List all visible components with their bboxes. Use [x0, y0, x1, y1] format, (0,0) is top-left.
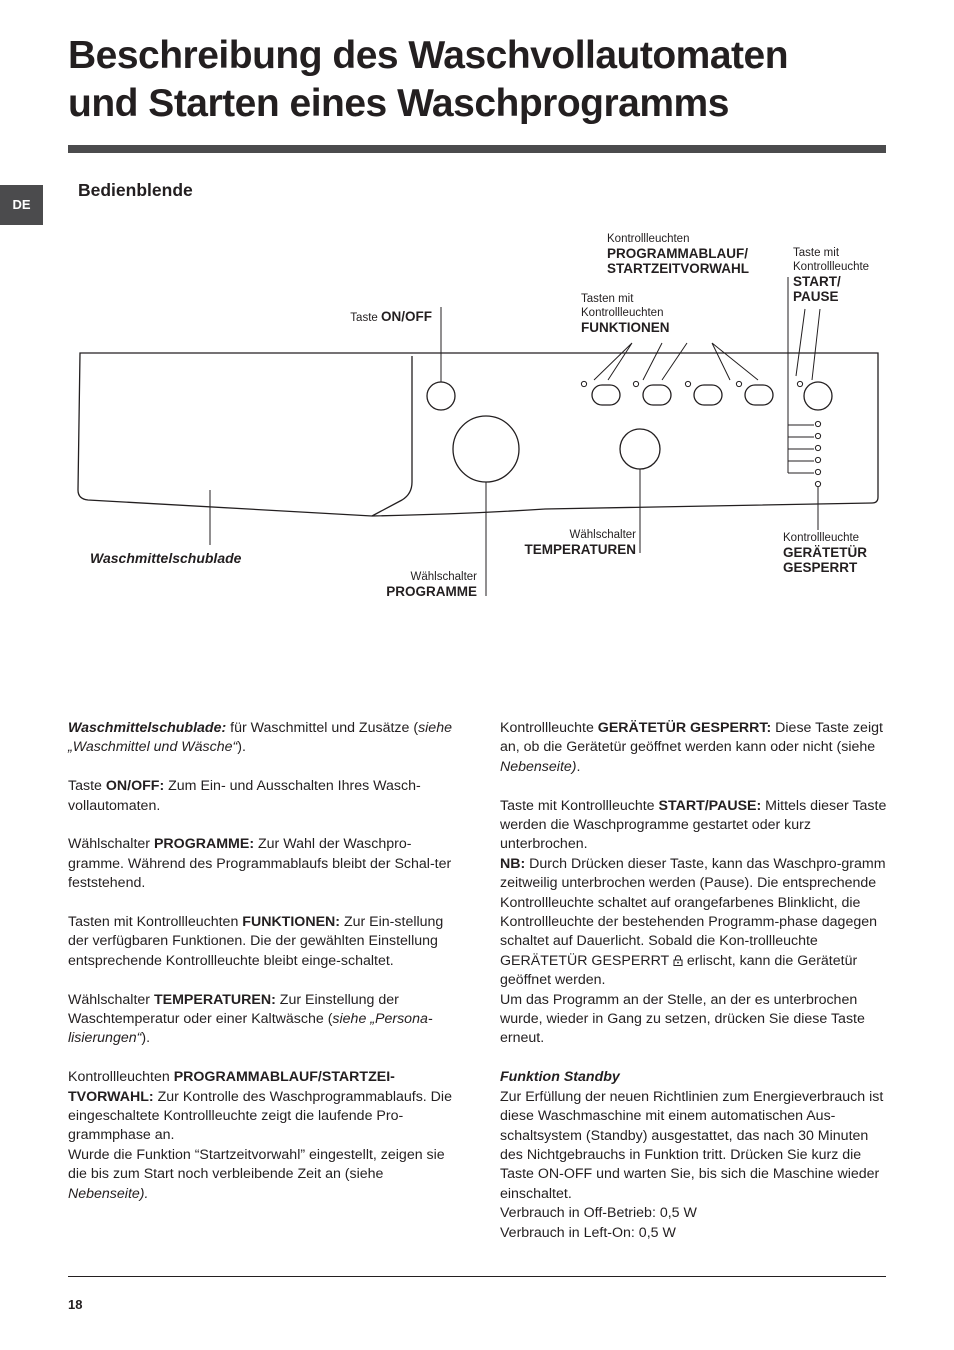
text-resume: Um das Programm an der Stelle, an der es unterbrochen wurde, wieder in Gang zu setzen, drücken Sie diese Taste erneut. — [500, 991, 865, 1047]
prefix-programme: Wählschalter — [68, 836, 154, 853]
title-line-2: und Starten eines Waschprogramms — [68, 82, 729, 125]
prefix-temperaturen: Wählschalter — [68, 991, 154, 1008]
para-programmablauf — [68, 1068, 454, 1146]
progress-led-5 — [815, 469, 820, 474]
label-door-name-1: GERÄTETÜR — [783, 545, 867, 560]
label-onoff-name: ON/OFF — [381, 309, 432, 324]
label-start-name-2: PAUSE — [793, 289, 839, 304]
label-func-caption-2: Kontrollleuchten — [581, 307, 664, 319]
para-nb — [500, 855, 888, 991]
onoff-button — [427, 382, 455, 410]
text-start: Mittels dieser Taste werden die Waschprogramme gestartet oder kurz unterbrochen. — [500, 797, 887, 853]
label-programmablauf-name-2: STARTZEITVORWAHL — [607, 261, 749, 276]
right-column — [500, 719, 888, 1243]
label-programme — [340, 570, 477, 599]
ref-door: Nebenseite) — [500, 758, 577, 775]
leader-start — [796, 309, 820, 380]
text-drawer: für Waschmittel und Zusätze ( — [226, 720, 419, 736]
label-start-pause — [793, 246, 869, 304]
para-start-pause — [500, 797, 888, 855]
function-led-2 — [633, 381, 638, 386]
text-startzeitvorwahl: Wurde die Funktion “Startzeitvorwahl” eingestellt, zeigen sie die bis zum Start noch verbleibende Zeit an (siehe — [68, 1146, 445, 1183]
text-standby: Zur Erfüllung der neuen Richtlinien zum Energieverbrauch ist diese Waschmaschine mit einem automatischen Aus-schaltsystem (Standby) ausgestattet, das nach 30 Minuten des Nichtgebrauchs in Funktion tritt. Drücken Sie kurz die Taste ON-OFF und warten Sie, bis sich die Maschine wieder einschaltet. — [500, 1088, 884, 1202]
term-drawer: Waschmittelschublade: — [68, 720, 227, 736]
para-drawer — [68, 719, 454, 758]
text-programmablauf: Zur Kontrolle des Waschprogrammablaufs. Die eingeschaltete Kontrollleuchte zeigt die laufende Pro-grammphase an. — [68, 1088, 452, 1144]
function-button-3 — [694, 385, 722, 405]
page-number: 18 — [68, 1297, 83, 1312]
start-pause-led — [797, 381, 802, 386]
term-nb: NB: — [500, 855, 526, 872]
lock-icon — [673, 955, 683, 966]
text-consumption-off: Verbrauch in Off-Betrieb: 0,5 W — [500, 1205, 697, 1222]
label-onoff — [300, 310, 432, 325]
text-funktionen: Zur Ein-stellung der verfügbaren Funktionen. Die der gewählten Einstellung entsprechende Kontrollleuchte bleibt einge-schaltet. — [68, 914, 444, 969]
ref-temperaturen: siehe „Persona-lisierungen“ — [68, 1011, 433, 1047]
start-pause-button — [804, 382, 832, 410]
label-temp-caption: Wählschalter — [569, 529, 636, 541]
panel-outline — [78, 353, 878, 516]
language-tab: DE — [0, 185, 43, 225]
term-programmablauf: PROGRAMMABLAUF/STARTZEI-TVORWAHL: — [68, 1069, 395, 1105]
term-programme: PROGRAMME: — [153, 836, 255, 853]
label-start-name-1: START/ — [793, 274, 841, 289]
label-onoff-caption: Taste — [350, 312, 378, 324]
text-nb-2: erlischt, kann die Gerätetür geöffnet werden. — [500, 952, 858, 989]
standby-heading: Funktion Standby — [500, 1069, 620, 1086]
para-startzeitvorwahl — [68, 1146, 454, 1204]
progress-led-2 — [815, 433, 820, 438]
label-start-caption-1: Taste mit — [793, 247, 840, 259]
footer-rule — [68, 1276, 886, 1277]
title-line-1: Beschreibung des Waschvollautomaten — [68, 34, 789, 77]
label-temperaturen — [480, 528, 636, 557]
left-column — [68, 719, 454, 1204]
ref-drawer: siehe „Waschmittel und Wäsche“ — [68, 720, 452, 756]
label-door-locked — [783, 531, 867, 575]
drawer-divider — [372, 356, 412, 516]
ref-startzeitvorwahl: Nebenseite). — [68, 1185, 149, 1202]
prefix-onoff: Taste — [68, 778, 106, 795]
para-standby — [500, 1088, 888, 1204]
para-resume — [500, 991, 888, 1049]
heading-standby — [500, 1068, 888, 1087]
label-programmablauf-caption: Kontrollleuchten — [607, 233, 690, 245]
progress-led-1 — [815, 421, 820, 426]
prefix-programmablauf: Kontrollleuchten — [68, 1069, 174, 1086]
end-drawer: ). — [237, 739, 246, 756]
label-programme-caption: Wählschalter — [410, 571, 477, 583]
term-onoff: ON/OFF: — [105, 778, 165, 795]
section-heading: Bedienblende — [78, 180, 193, 200]
function-led-4 — [736, 381, 741, 386]
para-onoff — [68, 777, 454, 816]
para-consumption-off — [500, 1204, 888, 1223]
para-programme — [68, 835, 454, 893]
progress-led-4 — [815, 457, 820, 462]
temperature-knob — [620, 429, 660, 469]
progress-led-3 — [815, 445, 820, 450]
function-button-1 — [592, 385, 620, 405]
term-start: START/PAUSE: — [658, 797, 762, 814]
text-onoff: Zum Ein- und Ausschalten Ihres Wasch-vollautomaten. — [68, 778, 421, 814]
para-consumption-lefton — [500, 1224, 888, 1243]
para-funktionen — [68, 913, 454, 971]
label-door-caption: Kontrollleuchte — [783, 532, 860, 544]
door-locked-led — [815, 481, 820, 486]
label-func-caption-1: Tasten mit — [581, 293, 634, 305]
label-func-name: FUNKTIONEN — [581, 320, 670, 335]
label-programmablauf-name-1: PROGRAMMABLAUF/ — [607, 246, 748, 261]
label-programme-name: PROGRAMME — [386, 584, 477, 599]
prefix-funktionen: Tasten mit Kontrollleuchten — [68, 914, 243, 931]
term-funktionen: FUNKTIONEN: — [242, 914, 341, 931]
para-door-locked — [500, 719, 888, 777]
label-start-caption-2: Kontrollleuchte — [793, 261, 870, 273]
text-door: Diese Taste zeigt an, ob die Gerätetür geöffnet werden kann oder nicht (siehe — [500, 720, 883, 756]
program-knob — [453, 416, 519, 482]
label-drawer: Waschmittelschublade — [90, 550, 242, 566]
label-programmablauf — [607, 232, 749, 276]
term-door: GERÄTETÜR GESPERRT: — [597, 720, 772, 736]
term-temperaturen: TEMPERATUREN: — [153, 991, 276, 1008]
label-door-name-2: GESPERRT — [783, 560, 858, 575]
leader-func — [594, 343, 758, 380]
function-button-2 — [643, 385, 671, 405]
control-panel-diagram — [0, 0, 954, 620]
end-door: . — [576, 758, 581, 775]
prefix-start: Taste mit Kontrollleuchte — [500, 797, 659, 814]
text-nb: Durch Drücken dieser Taste, kann das Waschpro-gramm zeitweilig unterbrochen werden (Pause). Die entsprechende Kontrollleuchte schaltet auf orangefarbenes Blinklicht, die Kontrollleuchte der bestehenden Programm-phase dagegen schaltet auf Dauerlicht. Sobald die Kon-trollleuchte GERÄTETÜR GESPERRT — [500, 855, 886, 969]
function-led-3 — [685, 381, 690, 386]
end-temperaturen: ). — [141, 1030, 151, 1047]
text-temperaturen: Zur Einstellung der Waschtemperatur oder einer Kaltwäsche ( — [68, 991, 399, 1028]
prefix-door: Kontrollleuchte — [500, 720, 598, 736]
label-funktionen — [581, 292, 670, 335]
label-temp-name: TEMPERATUREN — [524, 542, 636, 557]
function-led-1 — [581, 381, 586, 386]
function-button-4 — [745, 385, 773, 405]
text-programme: Zur Wahl der Waschpro-gramme. Während des Programmablaufs bleibt der Schal-ter feststehend. — [68, 836, 452, 892]
para-temperaturen — [68, 991, 454, 1049]
text-consumption-lefton: Verbrauch in Left-On: 0,5 W — [500, 1224, 676, 1241]
